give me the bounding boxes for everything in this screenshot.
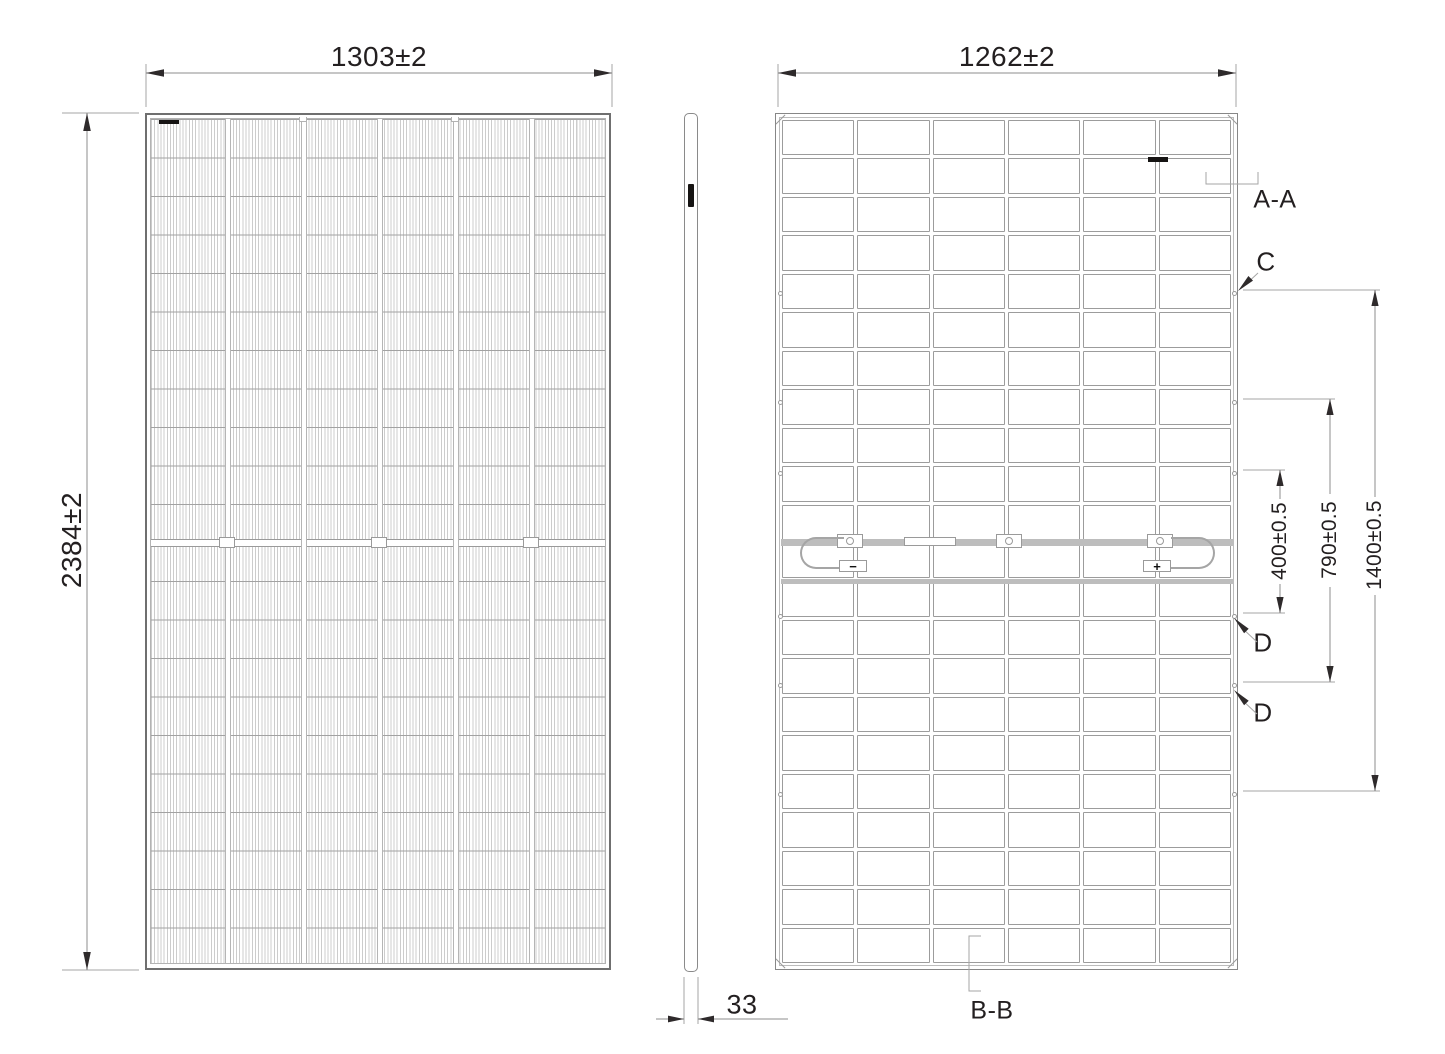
back-cell — [1083, 274, 1155, 309]
junction-box-center-bar — [904, 537, 956, 546]
back-cell — [857, 851, 929, 886]
back-cell — [857, 735, 929, 770]
front-column-gap — [301, 119, 307, 963]
back-width-dimension: 1262±2 — [958, 41, 1056, 72]
section-label-aa: A-A — [1253, 185, 1297, 214]
back-cell — [1083, 505, 1155, 540]
back-cell — [782, 197, 854, 232]
back-cell — [1159, 158, 1231, 193]
back-cell — [1159, 197, 1231, 232]
front-width-dimension: 1303±2 — [330, 41, 428, 72]
back-middle-band-lower — [781, 579, 1234, 584]
back-cell — [1083, 658, 1155, 693]
frame-hole — [778, 471, 783, 476]
back-cell — [933, 428, 1005, 463]
frame-hole — [1232, 614, 1237, 619]
junction-box-right — [1147, 534, 1173, 548]
section-label-d-lower: D — [1253, 697, 1273, 728]
back-cell — [782, 812, 854, 847]
section-label-bb: B-B — [970, 996, 1014, 1025]
back-cell — [1083, 697, 1155, 732]
back-cell — [1008, 581, 1080, 616]
back-cell — [933, 505, 1005, 540]
back-cell — [933, 235, 1005, 270]
back-cell — [857, 928, 929, 963]
front-view-cell-grid — [150, 118, 606, 964]
back-cell — [933, 658, 1005, 693]
side-thickness-dimension: 33 — [726, 989, 758, 1020]
frame-hole — [1232, 400, 1237, 405]
back-cell — [857, 812, 929, 847]
back-cell — [857, 889, 929, 924]
back-cell — [933, 197, 1005, 232]
back-cell — [1083, 197, 1155, 232]
back-cell — [782, 120, 854, 155]
back-cell — [1008, 158, 1080, 193]
junction-box-right-port — [1156, 537, 1164, 545]
back-cell — [857, 312, 929, 347]
back-cell — [857, 697, 929, 732]
frame-hole — [778, 792, 783, 797]
back-cell — [1008, 466, 1080, 501]
back-cell — [1083, 351, 1155, 386]
frame-hole — [778, 683, 783, 688]
back-cell — [1008, 851, 1080, 886]
back-cell — [933, 581, 1005, 616]
back-cell — [1008, 543, 1080, 578]
back-cell — [1008, 274, 1080, 309]
back-cell — [1159, 658, 1231, 693]
back-cell — [1159, 851, 1231, 886]
frame-hole — [1232, 291, 1237, 296]
back-cell — [782, 928, 854, 963]
back-view-panel — [775, 113, 1238, 970]
back-cell — [933, 389, 1005, 424]
back-cell — [1159, 389, 1231, 424]
back-cell — [1083, 389, 1155, 424]
back-cell — [1083, 428, 1155, 463]
back-cell — [782, 389, 854, 424]
back-cell — [857, 351, 929, 386]
back-cell — [1008, 120, 1080, 155]
back-cell — [1159, 120, 1231, 155]
back-cell — [1008, 774, 1080, 809]
front-midband-connector — [371, 537, 387, 548]
side-profile-mark — [688, 184, 694, 207]
back-cell — [1159, 581, 1231, 616]
junction-box-center — [996, 534, 1022, 548]
back-cell — [1083, 466, 1155, 501]
front-top-notch — [299, 117, 307, 122]
back-cell — [933, 466, 1005, 501]
connector-negative — [839, 560, 867, 572]
back-cell — [782, 889, 854, 924]
back-cell — [1159, 428, 1231, 463]
back-cell — [857, 274, 929, 309]
back-cell — [1008, 697, 1080, 732]
back-cell — [1083, 620, 1155, 655]
back-cell — [782, 735, 854, 770]
frame-hole — [1232, 683, 1237, 688]
junction-box-left-port — [846, 537, 854, 545]
back-cell — [782, 697, 854, 732]
back-cell — [1159, 889, 1231, 924]
back-cell — [1083, 735, 1155, 770]
back-cell — [933, 735, 1005, 770]
back-cell — [933, 543, 1005, 578]
back-cell — [1008, 235, 1080, 270]
back-cell — [1008, 735, 1080, 770]
frame-hole — [1232, 471, 1237, 476]
back-cell — [857, 505, 929, 540]
back-cell — [782, 466, 854, 501]
back-cell — [1083, 889, 1155, 924]
back-cell — [933, 274, 1005, 309]
back-cell — [857, 158, 929, 193]
back-cell — [782, 620, 854, 655]
back-cell — [933, 812, 1005, 847]
front-column-gap — [453, 119, 459, 963]
back-cell — [1159, 274, 1231, 309]
back-cell — [782, 351, 854, 386]
back-cell — [857, 774, 929, 809]
hole-dimension-790: 790±0.5 — [1318, 501, 1341, 579]
back-cell — [1008, 889, 1080, 924]
back-cell — [933, 620, 1005, 655]
back-cell — [857, 658, 929, 693]
back-cell — [782, 774, 854, 809]
back-cell — [1008, 389, 1080, 424]
back-cell — [857, 235, 929, 270]
back-cell — [782, 235, 854, 270]
back-cell — [933, 889, 1005, 924]
frame-hole — [778, 614, 783, 619]
back-cell — [1008, 351, 1080, 386]
back-cell — [933, 697, 1005, 732]
front-view-panel — [145, 113, 611, 970]
back-section-mark — [1148, 157, 1168, 162]
back-cell — [782, 428, 854, 463]
back-cell — [1159, 774, 1231, 809]
connector-positive — [1143, 560, 1171, 572]
cable-loop-positive — [1171, 537, 1215, 569]
back-cell — [1083, 812, 1155, 847]
back-cell — [1083, 158, 1155, 193]
back-cell — [1008, 928, 1080, 963]
back-cell — [857, 620, 929, 655]
negative-polarity-mark: − — [849, 558, 857, 574]
back-cell — [782, 581, 854, 616]
front-top-notch — [451, 117, 459, 122]
back-cell — [1083, 312, 1155, 347]
back-cell — [1159, 620, 1231, 655]
back-cell — [782, 851, 854, 886]
back-cell — [1159, 697, 1231, 732]
hole-dimension-400: 400±0.5 — [1268, 502, 1291, 580]
back-cell — [857, 389, 929, 424]
back-cell — [1159, 351, 1231, 386]
back-cell — [857, 466, 929, 501]
back-cell — [1159, 812, 1231, 847]
back-cell — [1159, 466, 1231, 501]
cable-loop-negative — [800, 537, 844, 569]
section-label-d-upper: D — [1253, 627, 1273, 658]
back-cell — [1008, 197, 1080, 232]
back-cell — [1083, 581, 1155, 616]
back-cell — [857, 581, 929, 616]
front-midband-connector — [523, 537, 539, 548]
back-cell — [1083, 120, 1155, 155]
back-cell — [1008, 428, 1080, 463]
back-cell — [782, 158, 854, 193]
back-cell — [933, 851, 1005, 886]
back-cell — [857, 428, 929, 463]
back-cell — [1008, 620, 1080, 655]
front-midband-connector — [219, 537, 235, 548]
side-view-profile — [684, 113, 698, 972]
frame-hole — [778, 400, 783, 405]
frame-hole — [778, 291, 783, 296]
back-cell — [782, 658, 854, 693]
front-label-mark — [159, 120, 179, 124]
hole-dimension-1400: 1400±0.5 — [1363, 500, 1386, 590]
frame-hole — [1232, 792, 1237, 797]
section-label-c: C — [1256, 246, 1276, 277]
back-cell — [1083, 774, 1155, 809]
back-cell — [1008, 312, 1080, 347]
back-cell — [1008, 812, 1080, 847]
back-cell — [782, 274, 854, 309]
junction-box-center-port — [1005, 537, 1013, 545]
back-cell — [1083, 235, 1155, 270]
back-cell — [782, 312, 854, 347]
back-cell — [857, 543, 929, 578]
back-cell — [933, 928, 1005, 963]
back-cell — [1083, 928, 1155, 963]
back-cell — [933, 312, 1005, 347]
back-cell — [857, 120, 929, 155]
back-cell — [1159, 312, 1231, 347]
back-cell — [933, 774, 1005, 809]
back-cell — [1083, 851, 1155, 886]
back-cell — [933, 351, 1005, 386]
positive-polarity-mark: + — [1153, 558, 1161, 574]
front-height-dimension: 2384±2 — [56, 491, 87, 589]
back-cell — [1159, 735, 1231, 770]
back-cell — [933, 120, 1005, 155]
back-cell — [933, 158, 1005, 193]
back-cell — [1159, 235, 1231, 270]
back-cell — [1008, 658, 1080, 693]
back-cell — [1159, 928, 1231, 963]
back-cell — [857, 197, 929, 232]
